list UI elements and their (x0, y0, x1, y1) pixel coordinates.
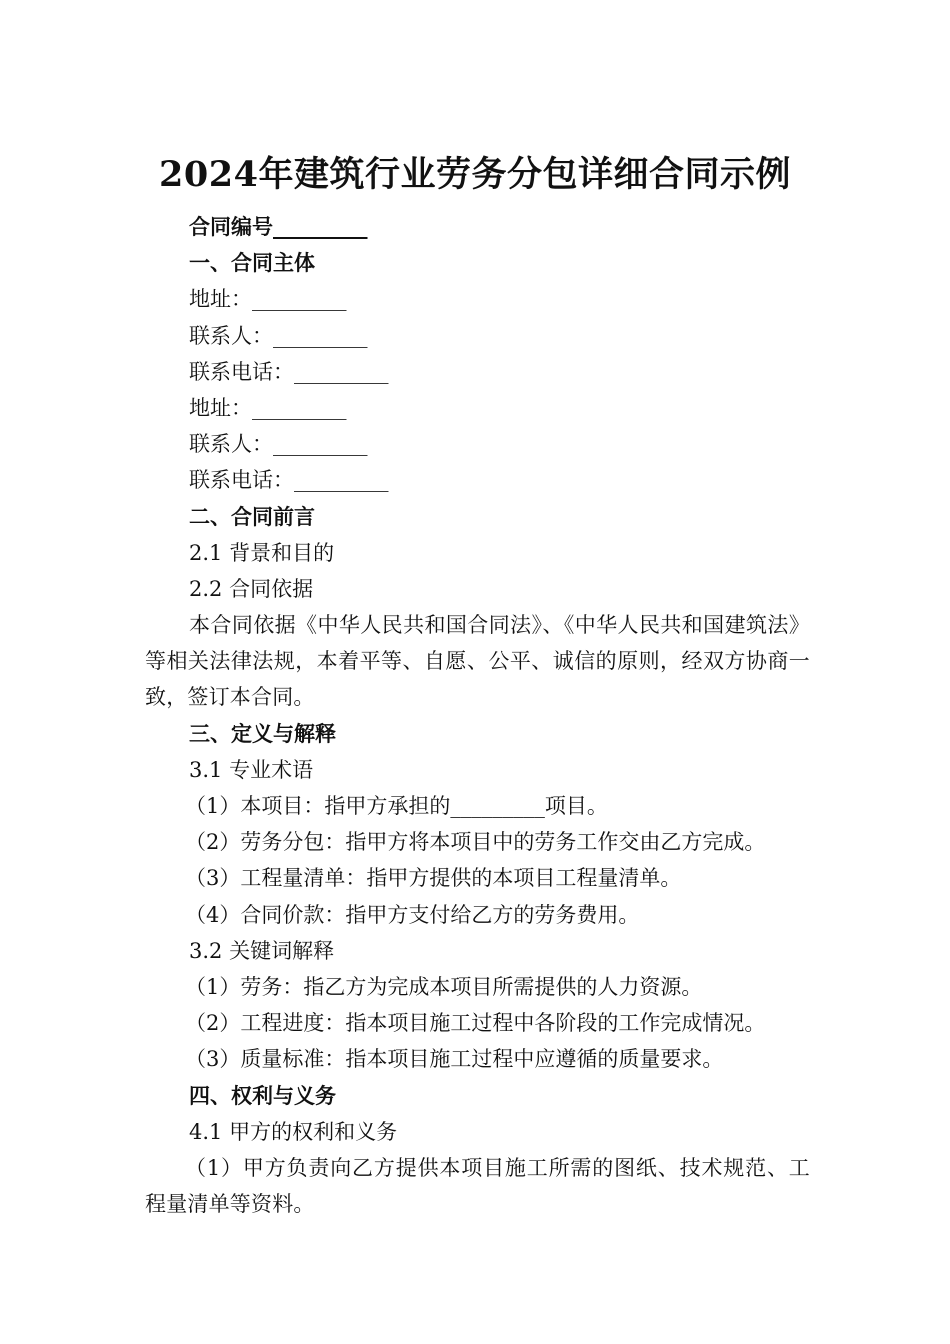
definition-item: （1）本项目：指甲方承担的_________项目。 (185, 794, 608, 819)
party-b-address: 地址：_________ (189, 395, 347, 420)
section-heading-definitions: 三、定义与解释 (189, 720, 336, 746)
party-b-contact: 联系人：_________ (189, 432, 368, 457)
clause-2-1: 2.1 背景和目的 (189, 540, 335, 565)
party-b-phone: 联系电话：_________ (189, 468, 389, 493)
definition-item: （4）合同价款：指甲方支付给乙方的劳务费用。 (185, 902, 640, 927)
contract-number: 合同编号_________ (189, 214, 368, 239)
keyword-item: （1）劳务：指乙方为完成本项目所需提供的人力资源。 (185, 974, 703, 999)
party-a-address: 地址：_________ (189, 287, 347, 312)
keyword-item: （2）工程进度：指本项目施工过程中各阶段的工作完成情况。 (185, 1011, 766, 1036)
keyword-item: （3）质量标准：指本项目施工过程中应遵循的质量要求。 (185, 1047, 724, 1072)
clause-3-1: 3.1 专业术语 (189, 757, 314, 782)
section-heading-rights: 四、权利与义务 (189, 1082, 336, 1108)
section-heading-parties: 一、合同主体 (189, 250, 315, 276)
party-a-contact: 联系人：_________ (189, 323, 368, 348)
preamble-paragraph: 本合同依据《中华人民共和国合同法》、《中华人民共和国建筑法》等相关法律法规，本着平等、自愿、公平、诚信的原则，经双方协商一致，签订本合同。 (145, 613, 810, 710)
clause-3-2: 3.2 关键词解释 (189, 938, 335, 963)
definition-item: （2）劳务分包：指甲方将本项目中的劳务工作交由乙方完成。 (185, 830, 766, 855)
rights-paragraph: （1）甲方负责向乙方提供本项目施工所需的图纸、技术规范、工程量清单等资料。 (145, 1155, 810, 1217)
clause-4-1: 4.1 甲方的权利和义务 (189, 1119, 398, 1144)
clause-2-2: 2.2 合同依据 (189, 576, 314, 601)
definition-item: （3）工程量清单：指甲方提供的本项目工程量清单。 (185, 866, 682, 891)
party-a-phone: 联系电话：_________ (189, 359, 389, 384)
document-body (145, 209, 810, 1222)
section-heading-preamble: 二、合同前言 (189, 503, 315, 529)
document-title: 2024年建筑行业劳务分包详细合同示例 (159, 154, 791, 195)
